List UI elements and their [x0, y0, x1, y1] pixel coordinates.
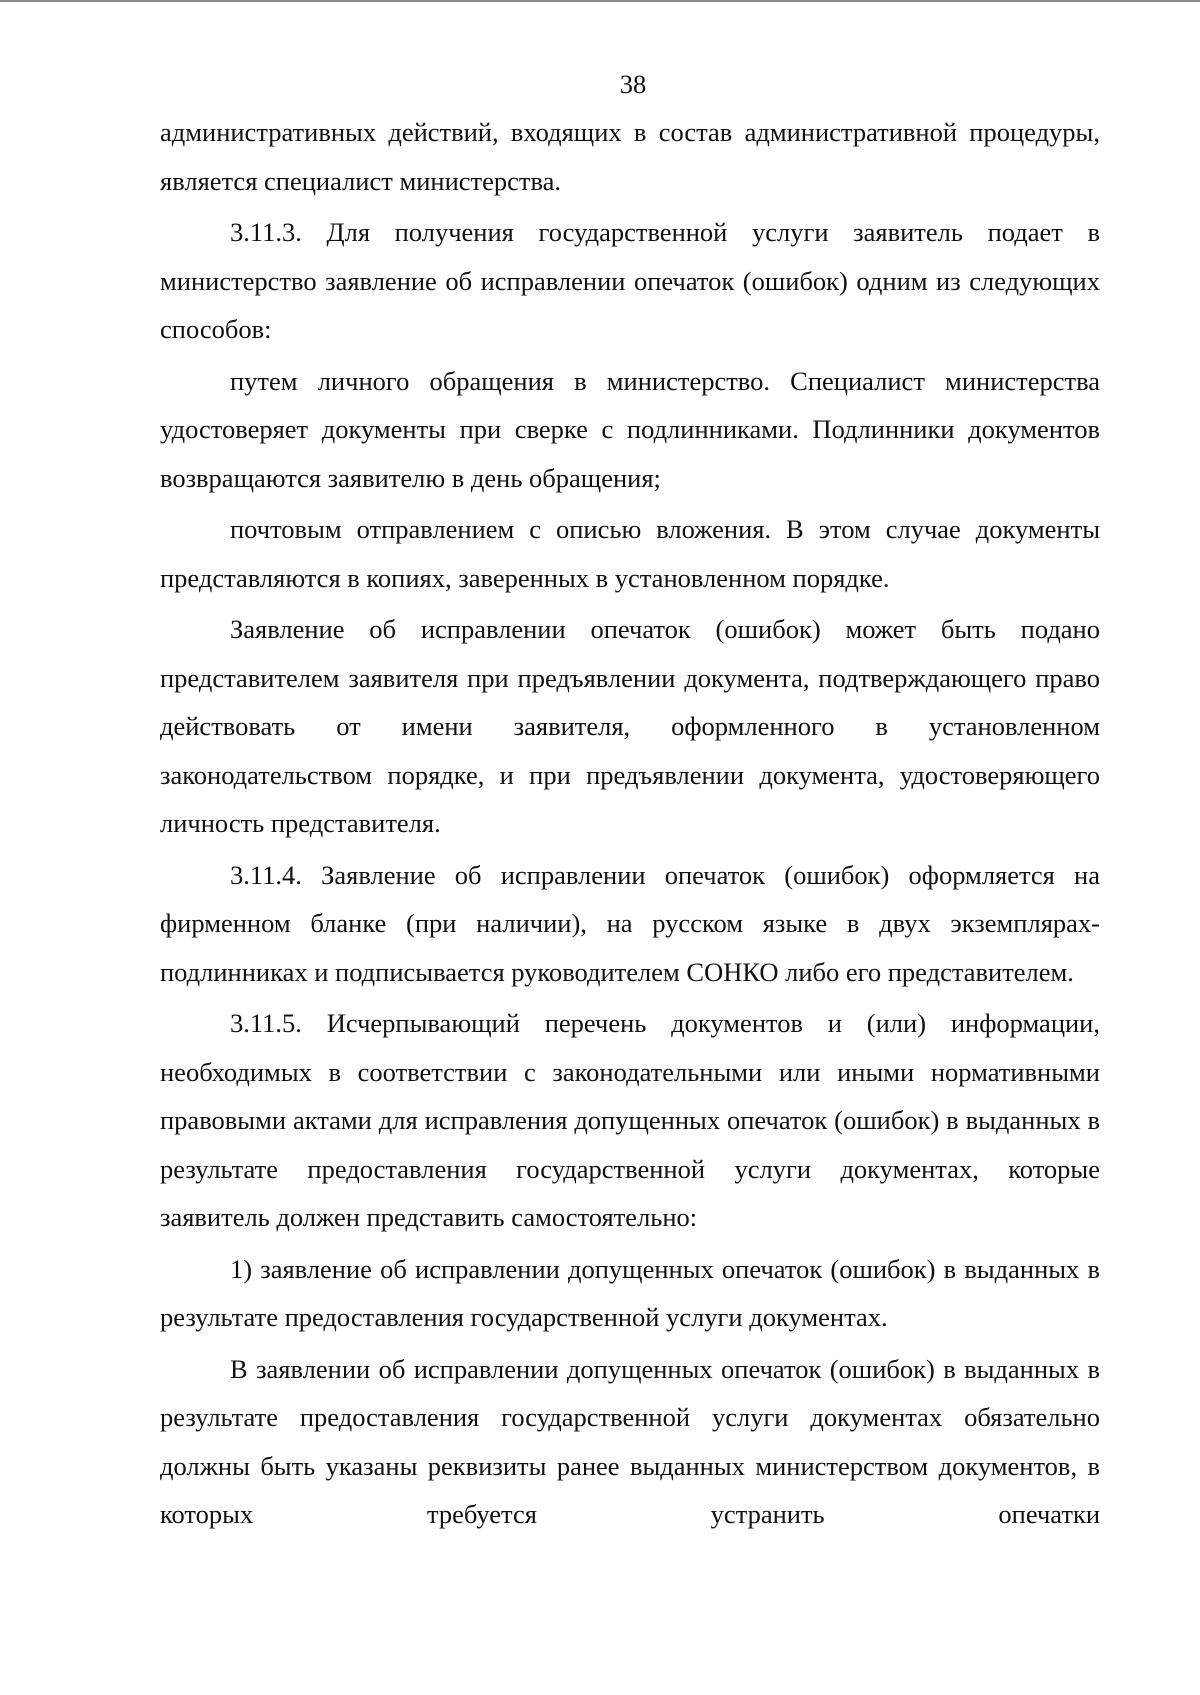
paragraph-3-11-4: 3.11.4. Заявление об исправлении опечаток (ошибок) оформляется на фирменном бланке (при наличии), на русском языке в двух экземплярах-подлинниках и подписывается руководителем СОНКО либо его представителем. — [160, 859, 1100, 987]
paragraph-3-11-3: 3.11.3. Для получения государственной услуги заявитель подает в министерство заявление об исправлении опечаток (ошибок) одним из следующих способов: — [160, 217, 1100, 344]
paragraph-list-item-1: 1) заявление об исправлении допущенных опечаток (ошибок) в выданных в результате предоставления государственной услуги документах. — [160, 1253, 1100, 1332]
paragraph-postal-delivery: почтовым отправлением с описью вложения. В этом случае документы представляются в копиях, заверенных в установленном порядке. — [160, 514, 1100, 593]
paragraph-3-11-5: 3.11.5. Исчерпывающий перечень документов и (или) информации, необходимых в соответствии с законодательными или иными нормативными правовыми актами для исправления допущенных опечаток (ошибок) в выданных в результате предоставления государственной услуги документах, которые заявитель должен представить самостоятельно: — [160, 1008, 1100, 1232]
paragraph-requisites: В заявлении об исправлении допущенных опечаток (ошибок) в выданных в результате предоставления государственной услуги документах обязательно должны быть указаны реквизиты ранее выданных министерством документов, в которых требуется устранить опечатки — [160, 1353, 1100, 1529]
paragraph-personal-appeal: путем личного обращения в министерство. Специалист министерства удостоверяет документы при сверке с подлинниками. Подлинники документов возвращаются заявителю в день обращения; — [160, 365, 1100, 493]
page-top-edge — [0, 0, 1200, 2]
document-page — [160, 60, 1100, 1539]
page-number: 38 — [619, 69, 647, 99]
paragraph-continuation: административных действий, входящих в состав административной процедуры, является специалист министерства. — [160, 117, 1100, 196]
paragraph-representative: Заявление об исправлении опечаток (ошибок) может быть подано представителем заявителя при предъявлении документа, подтверждающего право действовать от имени заявителя, оформленного в установленном законодательством порядке, и при предъявлении документа, удостоверяющего личность представителя. — [160, 614, 1100, 838]
